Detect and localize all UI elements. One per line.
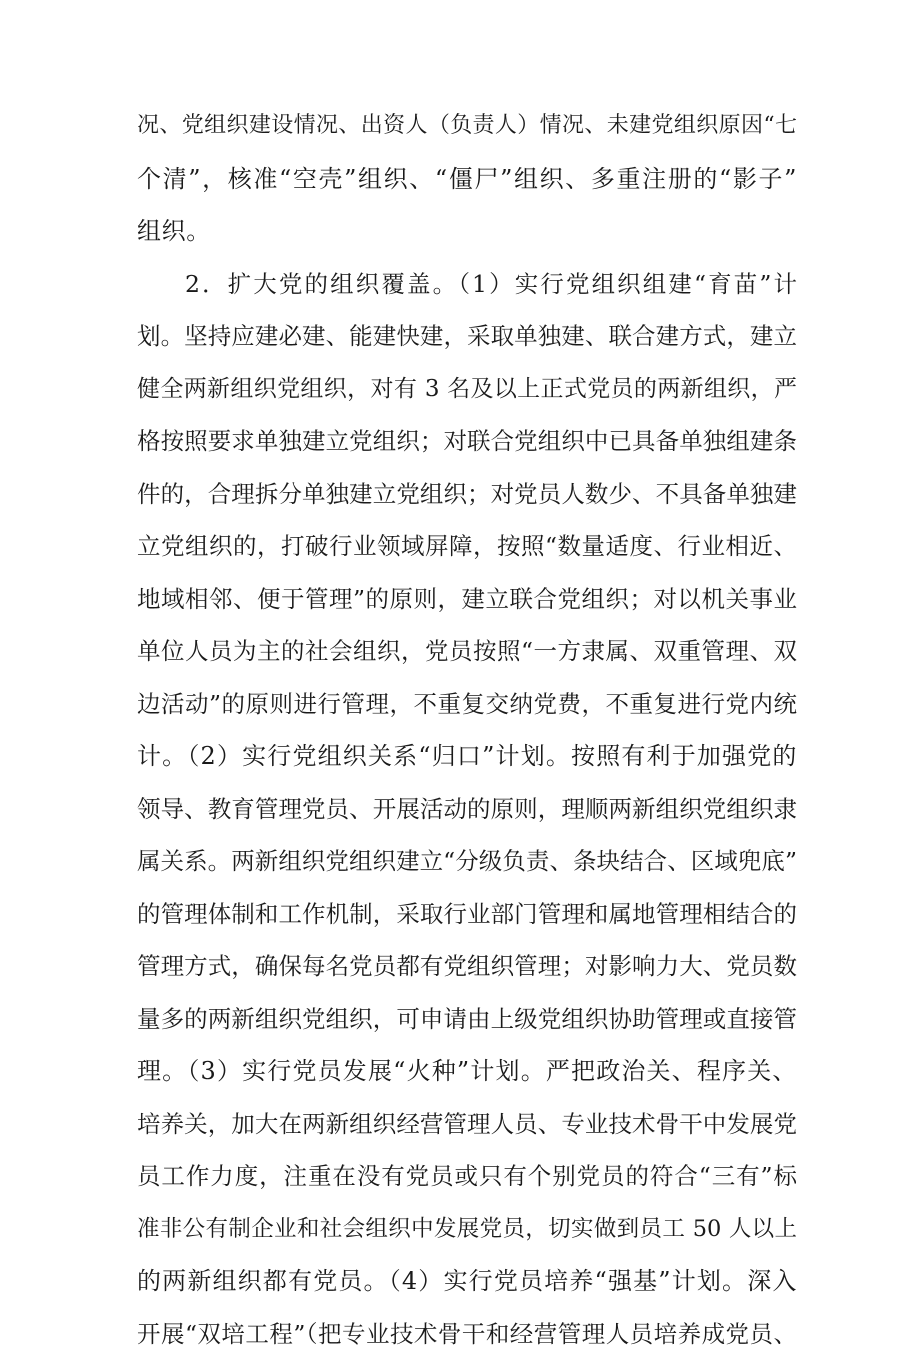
text-line: 格按照要求单独建立党组织；对联合党组织中已具备单独组建条	[137, 415, 797, 468]
text-line: 计。（2）实行党组织关系“归口”计划。按照有利于加强党的	[137, 730, 797, 783]
text-line: 立党组织的，打破行业领域屏障，按照“数量适度、行业相近、	[137, 520, 797, 573]
text-line: 培养关，加大在两新组织经营管理人员、专业技术骨干中发展党	[137, 1098, 797, 1151]
text-line: 量多的两新组织党组织，可申请由上级党组织协助管理或直接管	[137, 993, 797, 1046]
text-line: 的两新组织都有党员。（4）实行党员培养“强基”计划。深入	[137, 1255, 797, 1308]
text-line: 划。坚持应建必建、能建快建，采取单独建、联合建方式，建立	[137, 310, 797, 363]
text-line: 员工作力度，注重在没有党员或只有个别党员的符合“三有”标	[137, 1150, 797, 1203]
text-line: 理。（3）实行党员发展“火种”计划。严把政治关、程序关、	[137, 1045, 797, 1098]
text-line: 准非公有制企业和社会组织中发展党员，切实做到员工 50 人以上	[137, 1203, 797, 1256]
text-line: 的管理体制和工作机制，采取行业部门管理和属地管理相结合的	[137, 888, 797, 941]
text-line: 管理方式，确保每名党员都有党组织管理；对影响力大、党员数	[137, 940, 797, 993]
text-line: 开展“双培工程”（把专业技术骨干和经营管理人员培养成党员、	[137, 1308, 797, 1360]
text-line: 领导、教育管理党员、开展活动的原则，理顺两新组织党组织隶	[137, 783, 797, 836]
text-line: 件的，合理拆分单独建立党组织；对党员人数少、不具备单独建	[137, 468, 797, 521]
text-line: 单位人员为主的社会组织，党员按照“一方隶属、双重管理、双	[137, 625, 797, 678]
paragraph-start-line: 2．扩大党的组织覆盖。（1）实行党组织组建“育苗”计	[137, 258, 797, 311]
text-line: 个清”，核准“空壳”组织、“僵尸”组织、多重注册的“影子”	[137, 153, 797, 206]
text-line: 地域相邻、便于管理”的原则，建立联合党组织；对以机关事业	[137, 573, 797, 626]
body-text	[137, 100, 797, 1360]
text-line: 组织。	[137, 205, 797, 258]
text-line: 属关系。两新组织党组织建立“分级负责、条块结合、区域兜底”	[137, 835, 797, 888]
text-line: 边活动”的原则进行管理，不重复交纳党费，不重复进行党内统	[137, 678, 797, 731]
text-line: 健全两新组织党组织，对有 3 名及以上正式党员的两新组织，严	[137, 363, 797, 416]
text-line: 况、党组织建设情况、出资人（负责人）情况、未建党组织原因“七	[137, 100, 797, 153]
